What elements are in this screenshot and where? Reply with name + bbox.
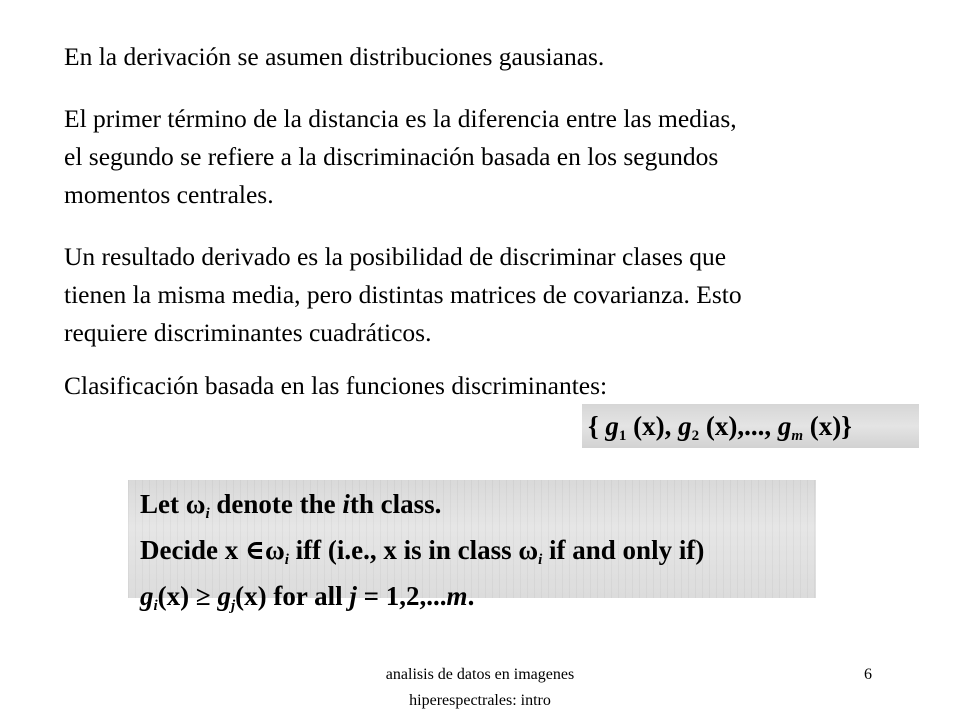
scan-text: th class. xyxy=(349,489,442,519)
paragraph-quadratic-discriminants xyxy=(64,238,742,352)
paragraph-line: el segundo se refiere a la discriminación basada en los segundos xyxy=(64,142,719,171)
scan-text: g xyxy=(140,581,154,611)
scan-text: if and only if) xyxy=(542,535,705,565)
formula-brace: } xyxy=(841,411,852,441)
scan-text: denote the xyxy=(209,489,343,519)
decision-rule-scan xyxy=(128,480,816,614)
paragraph-classification xyxy=(64,367,607,405)
decision-rule-line xyxy=(140,578,816,624)
formula-sep: , xyxy=(664,411,672,441)
formula-ellipsis: ,..., xyxy=(737,411,772,441)
formula-g: g xyxy=(678,411,692,441)
paragraph-line: El primer término de la distancia es la diferencia entre las medias, xyxy=(64,104,737,133)
formula-arg: (x) xyxy=(809,411,842,441)
paragraph-line: requiere discriminantes cuadráticos. xyxy=(64,318,432,347)
scan-text: . xyxy=(467,581,475,611)
footer-title-line: hiperespectrales: intro xyxy=(409,692,551,709)
scan-sub: i xyxy=(538,552,543,568)
scan-text: Let ω xyxy=(140,489,206,519)
page-number: 6 xyxy=(864,666,872,683)
decision-rule-line xyxy=(140,486,816,532)
paragraph-line: tienen la misma media, pero distintas matrices de covarianza. Esto xyxy=(64,280,742,309)
scan-sub: i xyxy=(205,506,210,522)
scan-text: m xyxy=(446,581,468,611)
formula-sub: m xyxy=(791,428,804,444)
decision-rule-line xyxy=(140,532,816,578)
formula-g: g xyxy=(777,411,792,441)
paragraph-distance-terms xyxy=(64,100,737,214)
scan-text: Decide x ∈ω xyxy=(140,535,285,565)
slide-footer xyxy=(340,662,620,714)
scan-text: (x) ≥ xyxy=(157,581,218,611)
paragraph-line: momentos centrales. xyxy=(64,180,274,209)
scan-sub: i xyxy=(284,552,289,568)
paragraph-text: Clasificación basada en las funciones discriminantes: xyxy=(64,371,608,400)
scan-sub: i xyxy=(153,598,158,614)
formula-arg: (x) xyxy=(705,411,738,441)
scan-text: i xyxy=(342,489,350,519)
paragraph-gaussian-assumption xyxy=(64,38,604,76)
scan-text: j xyxy=(349,581,357,611)
discriminant-functions-formula xyxy=(582,404,919,448)
paragraph-line: Un resultado derivado es la posibilidad de discriminar clases que xyxy=(64,242,727,271)
formula-arg: (x) xyxy=(633,411,665,441)
paragraph-text: En la derivación se asumen distribuciones gausianas. xyxy=(64,42,605,71)
footer-title-line: analisis de datos en imagenes xyxy=(385,666,575,683)
scan-text: (x) for all xyxy=(235,581,350,611)
scan-text: iff (i.e., x is in class ω xyxy=(288,535,539,565)
scan-text: = 1,2,... xyxy=(356,581,447,611)
formula-brace: { xyxy=(588,411,599,441)
formula-sub: 1 xyxy=(618,428,627,444)
scan-text: g xyxy=(217,581,231,611)
formula-sub: 2 xyxy=(691,428,700,444)
formula-g: g xyxy=(605,411,619,441)
scan-sub: j xyxy=(230,598,236,614)
